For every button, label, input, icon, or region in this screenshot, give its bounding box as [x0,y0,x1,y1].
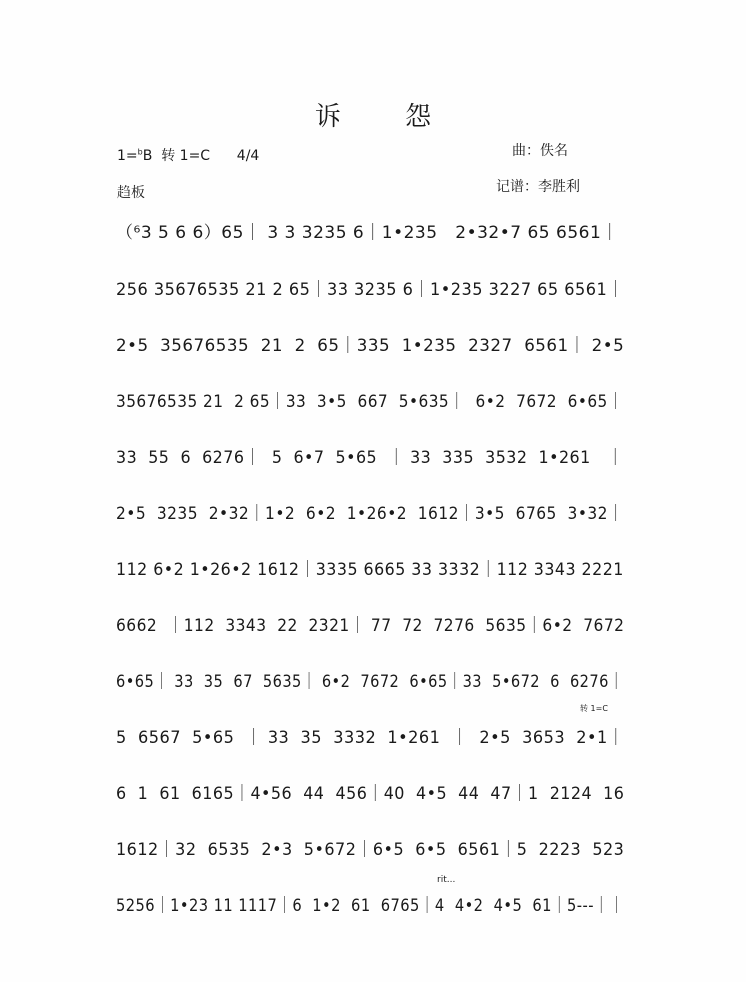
composer: 曲：佚名 [512,143,568,159]
score-line: 5256｜1•23 11 1117｜6 1•2 61 6765｜4 4•2 4•5 61｜5---｜｜ [116,896,625,916]
score-line: 6 1 61 6165｜4•56 44 456｜40 4•5 44 47｜1 2124 16 [116,784,625,804]
transcriber: 记谱：李胜利 [496,179,580,195]
score-line: 35676535 21 2 65｜33 3•5 667 5•635｜ 6•2 7672 6•65｜ [116,392,624,412]
score-line: 256 35676535 21 2 65｜33 3235 6｜1•235 3227 65 6561｜ [116,280,624,300]
key-flat: b [137,147,143,157]
key-rest: B 转 1=C 4/4 [142,148,260,164]
key-signature [117,145,259,165]
score-line: 1612｜32 6535 2•3 5•672｜6•5 6•5 6561｜5 2223 523 [116,840,625,860]
score-line: 5 6567 5•65 ｜ 33 35 3332 1•261 ｜ 2•5 3653 2•1｜ [116,728,625,748]
score-line: 6662 ｜112 3343 22 2321｜ 77 72 7276 5635｜6•2 7672 [116,616,625,636]
score-line: （⁶3 5 6 6）65｜ 3 3 3235 6｜1•235 2•32•7 65 6561｜ [116,223,619,243]
score-line: 33 55 6 6276｜ 5 6•7 5•65 ｜ 33 335 3532 1•261 ｜ [116,448,624,468]
score-line: 2•5 3235 2•32｜1•2 6•2 1•26•2 1612｜3•5 6765 3•32｜ [116,504,624,524]
tempo-marking: 趋板 [117,185,145,201]
score-line: 112 6•2 1•26•2 1612｜3335 6665 33 3332｜112 3343 2221 [116,560,624,580]
score-line: 2•5 35676535 21 2 65｜335 1•235 2327 6561｜ 2•5 [116,336,625,356]
ritardando-mark: rit... [437,875,456,885]
score-line: 6•65｜ 33 35 67 5635｜ 6•2 7672 6•65｜33 5•672 6 6276｜ [116,672,624,692]
piece-title: 诉 怨 [314,102,460,132]
key-change-mark: 转 1=C [580,704,608,713]
key-prefix: 1= [117,148,138,164]
